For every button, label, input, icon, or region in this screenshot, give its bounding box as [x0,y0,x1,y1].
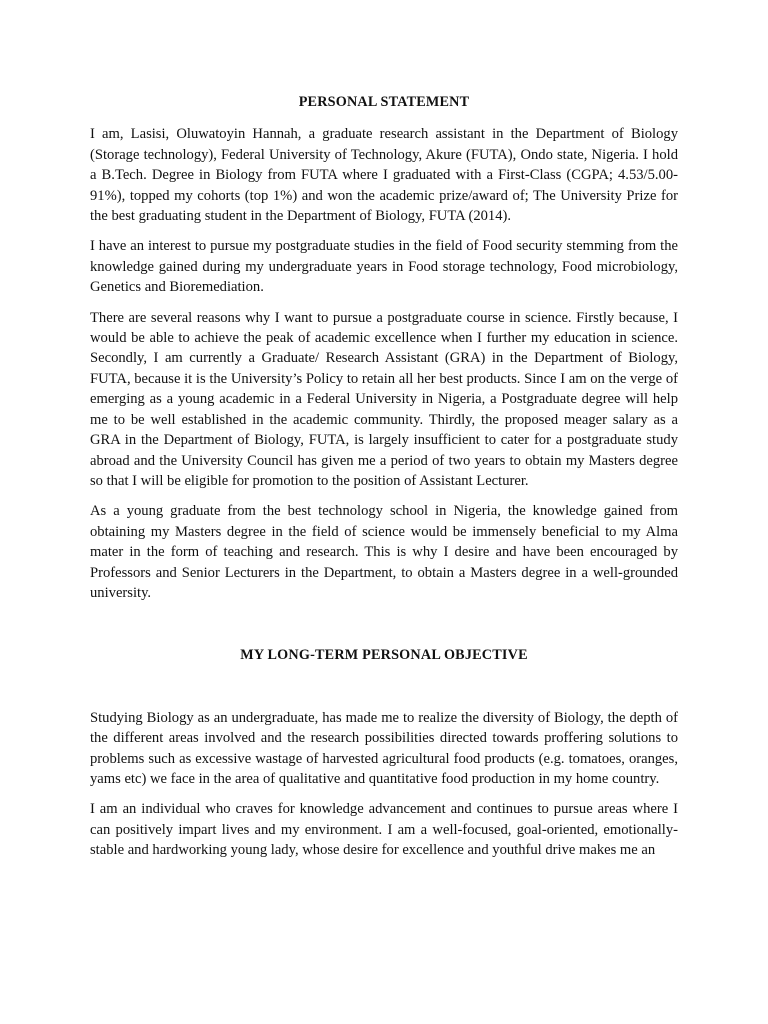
paragraph-studying-biology: Studying Biology as an undergraduate, has made me to realize the diversity of Biology, the depth of the different areas involved and the research possibilities directed towards proffering solutions to problems such as excessive wastage of harvested agricultural food products (e.g. tomatoes, oranges, yams etc) we face in the area of qualitative and quantitative food production in my home country. [90,709,678,787]
paragraph-reasons: There are several reasons why I want to pursue a postgraduate course in science. Firstly because, I would be able to achieve the peak of academic excellence when I further my education in science. Secondly, I am currently a Graduate/ Research Assistant (GRA) in the Department of Biology, FUTA, because it is the University’s Policy to retain all her best products. Since I am on the verge of emerging as a young academic in a Federal University in Nigeria, a Postgraduate degree will help me to be well established in the academic community. Thirdly, the proposed meager salary as a GRA in the Department of Biology, FUTA, is largely insufficient to cater for a postgraduate study abroad and the University Council has given me a period of two years to obtain my Masters degree so that I will be eligible for promotion to the position of Assistant Lecturer. [90,309,678,489]
section-heading-personal-statement: PERSONAL STATEMENT [298,94,470,110]
paragraph-young-graduate: As a young graduate from the best technology school in Nigeria, the knowledge gained from obtaining my Masters degree in the field of science would be immensely beneficial to my Alma mater in the form of teaching and research. This is why I desire and have been encouraged by Professors and Senior Lecturers in the Department, to obtain a Masters degree in a well-grounded university. [90,503,678,601]
paragraph-intro: I am, Lasisi, Oluwatoyin Hannah, a graduate research assistant in the Department of Biology (Storage technology), Federal University of Technology, Akure (FUTA), Ondo state, Nigeria. I hold a B.Tech. Degree in Biology from FUTA where I graduated with a First-Class (CGPA; 4.53/5.00-91%), topped my cohorts (top 1%) and won the academic prize/award of; The University Prize for the best graduating student in the Department of Biology, FUTA (2014). [90,126,678,225]
paragraph-interest: I have an interest to pursue my postgraduate studies in the field of Food security stemming from the knowledge gained during my undergraduate years in Food storage technology, Food microbiology, Genetics and Bioremediation. [90,238,678,296]
section-heading-long-term-objective: MY LONG-TERM PERSONAL OBJECTIVE [240,647,528,664]
paragraph-individual: I am an individual who craves for knowledge advancement and continues to pursue areas where I can positively impart lives and my environment. I am a well-focused, goal-oriented, emotionally-stable and hardworking young lady, whose desire for excellence and youthful drive makes me an [90,801,678,859]
